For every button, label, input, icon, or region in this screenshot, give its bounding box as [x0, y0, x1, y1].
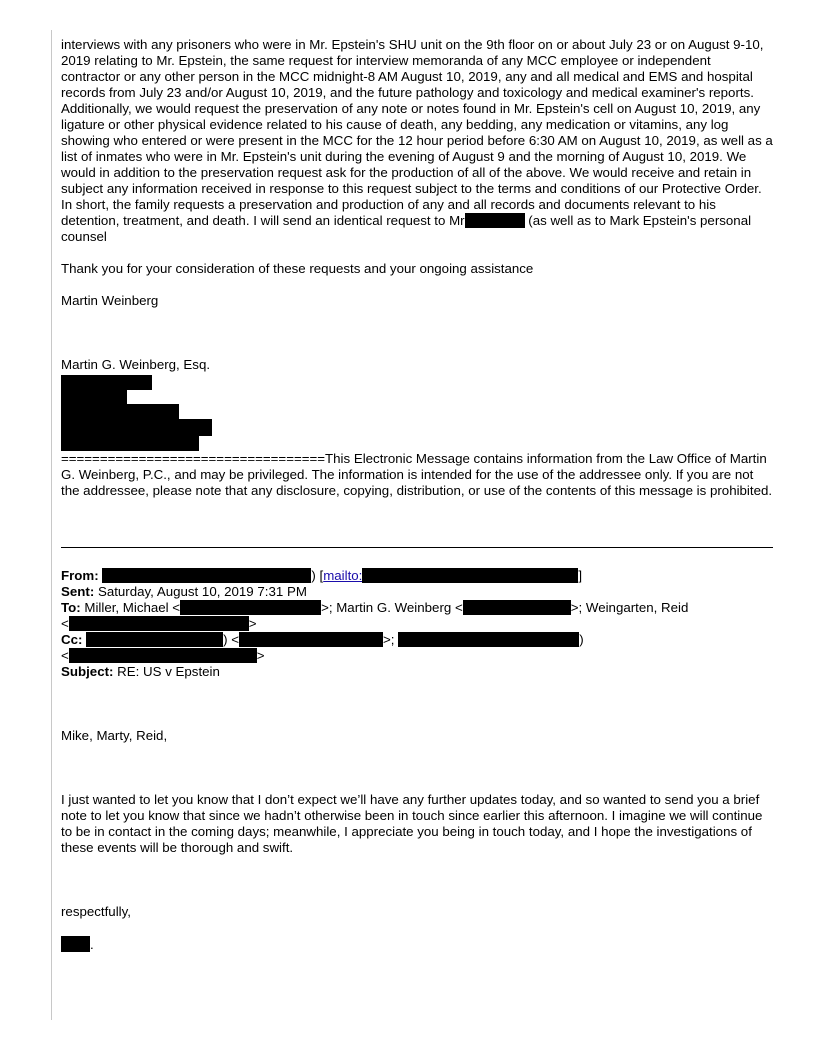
- to-line: [61, 600, 773, 616]
- request-paragraph: [61, 37, 773, 245]
- redaction: [69, 648, 257, 663]
- from-label: From:: [61, 568, 99, 583]
- mailto-link[interactable]: mailto:: [323, 568, 363, 583]
- to-label: To:: [61, 600, 81, 615]
- redaction: [61, 419, 212, 436]
- cc-line: [61, 632, 773, 648]
- cc-end: ): [579, 632, 584, 647]
- cc-line-continued: [61, 648, 773, 664]
- signature-full-name: Martin G. Weinberg, Esq.: [61, 357, 211, 372]
- reply-greeting: Mike, Marty, Reid,: [61, 728, 168, 743]
- redaction: [362, 568, 578, 583]
- redaction: [86, 632, 223, 647]
- redaction: [465, 213, 525, 228]
- thanks-line: Thank you for your consideration of these requests and your ongoing assistance: [61, 261, 534, 276]
- redaction: [239, 632, 383, 647]
- sent-line: [61, 584, 773, 600]
- signature-redaction-block: [61, 375, 773, 451]
- redaction: [398, 632, 579, 647]
- cc-separator: >;: [383, 632, 395, 647]
- sent-label: Sent:: [61, 584, 95, 599]
- to-recipient-miller: Miller, Michael <: [80, 600, 181, 615]
- forwarded-header: [61, 568, 773, 680]
- left-margin-rule: [51, 30, 52, 1020]
- redaction: [69, 616, 249, 631]
- redaction: [180, 600, 321, 615]
- angle-open: <: [61, 648, 69, 663]
- angle-close: >: [248, 616, 257, 631]
- redaction: [61, 404, 179, 419]
- redaction: [463, 600, 571, 615]
- redaction: [61, 436, 199, 451]
- redaction: [61, 390, 127, 404]
- cc-punct: ) <: [223, 632, 240, 647]
- redaction: [61, 936, 90, 952]
- angle-close: >: [256, 648, 265, 663]
- from-end: ]: [578, 568, 583, 583]
- request-text: interviews with any prisoners who were in Mr. Epstein's SHU unit on the 9th floor on or about July 23 or on August 9-10, 2019 relating to Mr. Epstein, the same request for interview memoranda of any MCC employee or independent contractor or any other person in the MCC midnight-8 AM August 10, 2019, any and all medical and EMS and hospital records from July 23 and/or August 10, 2019, and the future pathology and toxicology and medical examiner's reports. Additionally, we would request the preservation of any note or notes found in Mr. Epstein's cell on August 10, 2019, any ligature or other physical evidence related to his cause of death, any bedding, any medication or vitamins, any log showing who entered or were present in the MCC for the 12 hour period before 6:30 AM on August 10, 2019, as well as a list of inmates who were in Mr. Epstein's unit during the evening of August 9 and the morning of August 10, 2019. We would in addition to the preservation request ask for the production of all of the above. We would receive and retain in subject any information received in response to this request subject to the terms and conditions of our Protective Order. In short, the family requests a preservation and production of any and all records and documents relevant to his detention, treatment, and death. I will send an identical request to Mr: [61, 37, 773, 228]
- from-line: [61, 568, 773, 584]
- to-recipient-weingarten: >; Weingarten, Reid: [570, 600, 689, 615]
- subject-line: [61, 664, 773, 680]
- email-document: [61, 37, 773, 953]
- subject-value: RE: US v Epstein: [113, 664, 220, 679]
- confidentiality-disclaimer: ==================================This Electronic Message contains information from the Law Office of Martin G. Weinberg, P.C., and may be privileged. The information is intended for the use of the addressee only. If you are not the addressee, please note that any disclosure, copying, distribution, or use of the contents of this message is prohibited.: [61, 451, 773, 498]
- cc-label: Cc:: [61, 632, 83, 647]
- to-recipient-weinberg: >; Martin G. Weinberg <: [321, 600, 463, 615]
- redaction: [61, 375, 152, 390]
- angle-open: <: [61, 616, 69, 631]
- sent-value: Saturday, August 10, 2019 7:31 PM: [94, 584, 307, 599]
- signature-period: .: [90, 937, 94, 952]
- request-text-tail: (as well as to Mark Epstein's personal counsel: [61, 213, 752, 244]
- reply-message: I just wanted to let you know that I don’t expect we’ll have any further updates today, and so wanted to send you a brief note to let you know that since we hadn’t otherwise been in touch since earlier this afternoon. I imagine we will continue to be in contact in the coming days; meanwhile, I appreciate you being in touch today, and I hope the investigations of these events will be thorough and swift.: [61, 792, 763, 855]
- subject-label: Subject:: [61, 664, 114, 679]
- reply-closing: respectfully,: [61, 904, 131, 919]
- reply-signature: [61, 936, 773, 953]
- from-punct: ) [: [311, 568, 324, 583]
- to-line-continued: [61, 616, 773, 632]
- redaction: [102, 568, 311, 583]
- sign-name: Martin Weinberg: [61, 293, 159, 308]
